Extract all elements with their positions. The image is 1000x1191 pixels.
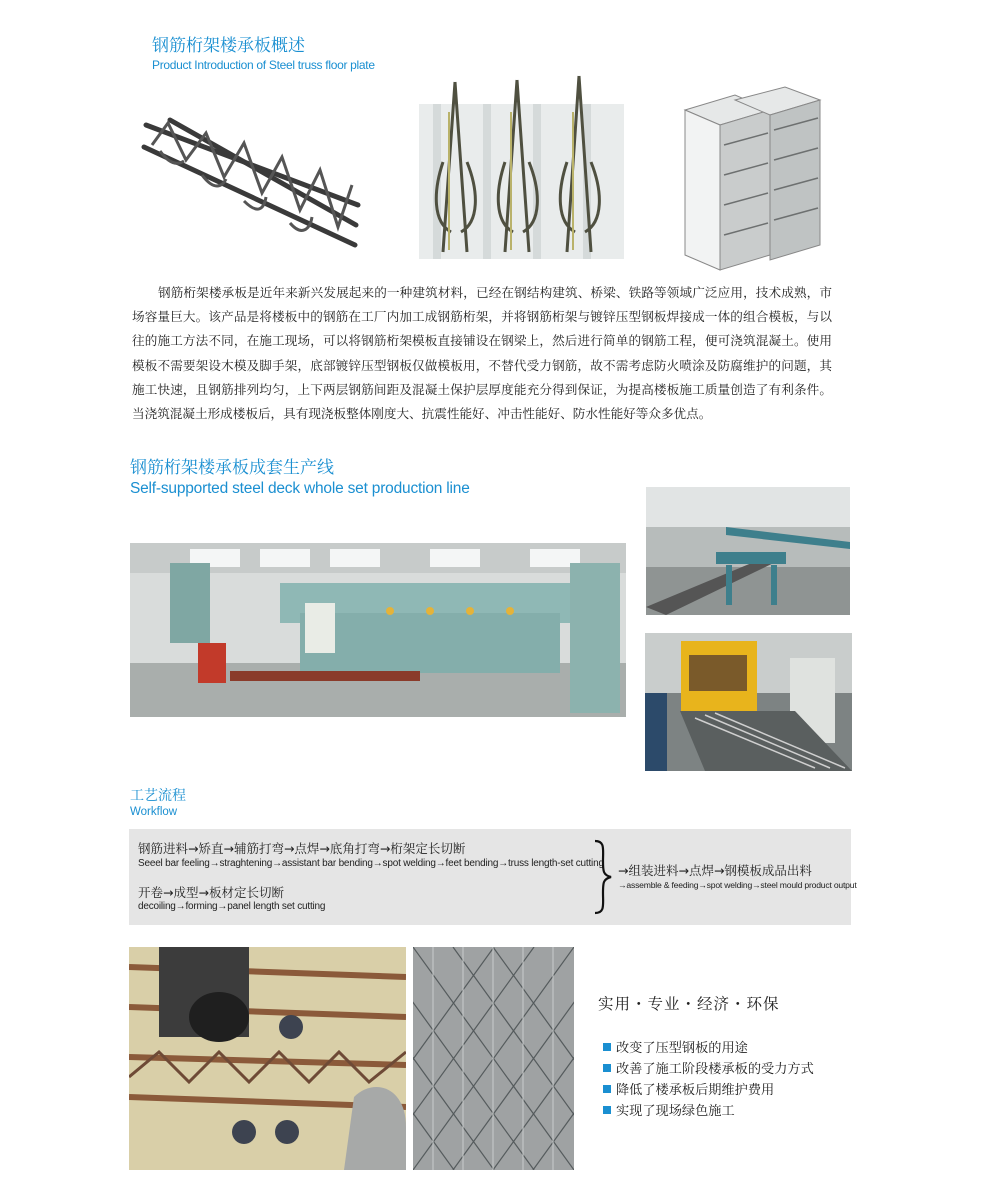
workflow-line1-cn: 钢筋进料→矫直→辅筋打弯→点焊→底角打弯→桁架定长切断 — [138, 841, 466, 856]
workshop-photo-2 — [645, 633, 852, 771]
workflow-title-cn: 工艺流程 — [130, 788, 186, 804]
workflow-result-en: →assemble & feeding→spot welding→steel mould product output — [618, 880, 857, 890]
workshop-photo-1 — [646, 487, 850, 615]
list-item — [603, 1038, 814, 1059]
section1-title-cn: 钢筋桁架楼承板概述 — [152, 36, 305, 56]
brace-icon — [591, 839, 615, 915]
square-bullet-icon — [603, 1043, 611, 1051]
welding-photo — [129, 947, 406, 1170]
section2-title-cn: 钢筋桁架楼承板成套生产线 — [130, 458, 334, 478]
production-line-photo — [130, 543, 626, 717]
workflow-line2-cn: 开卷→成型→板材定长切断 — [138, 885, 284, 900]
intro-paragraph — [132, 281, 832, 426]
truss-photo — [140, 105, 362, 260]
intro-text: 钢筋桁架楼承板是近年来新兴发展起来的一种建筑材料，已经在钢结构建筑、桥梁、铁路等领域广泛应用，技术成熟，市场容量巨大。该产品是将楼板中的钢筋在工厂内加工成钢筋桁架，并将钢筋桁架与镀锌压型钢板焊接成一体的组合模板，与以往的施工方法不同，在施工现场，可以将钢筋桁架模板直接铺设在钢梁上，然后进行简单的钢筋工程，便可浇筑混凝土。使用模板不需要架设木模及脚手架，底部镀锌压型钢板仅做模板用，不替代受力钢筋，故不需考虑防火喷涂及防腐维护的问题，其施工快速，且钢筋排列均匀，上下两层钢筋间距及混凝土保护层厚度能充分得到保证，为提高楼板施工质量创造了有利条件。当浇筑混凝土形成楼板后，具有现浇板整体刚度大、抗震性能好、冲击性能好、防水性能好等众多优点。 — [132, 285, 832, 422]
section1-title-en: Product Introduction of Steel truss floor plate — [152, 58, 375, 72]
stacked-panels-photo — [680, 85, 825, 275]
list-item — [603, 1080, 814, 1101]
square-bullet-icon — [603, 1085, 611, 1093]
workflow-box — [129, 829, 857, 925]
workflow-result-cn: →组装进料→点焊→钢模板成品出料 — [618, 863, 812, 878]
workflow-line2-en: decoiling→forming→panel length set cutting — [138, 901, 326, 912]
feature-text: 实现了现场绿色施工 — [616, 1104, 735, 1119]
list-item — [603, 1059, 814, 1080]
feature-list — [603, 1038, 814, 1122]
section2-title-en: Self-supported steel deck whole set production line — [130, 480, 470, 497]
workflow-line1-en: Seeel bar feeling→straghtening→assistant bar bending→spot welding→feet bending→truss length-set cutting — [138, 858, 604, 869]
square-bullet-icon — [603, 1064, 611, 1072]
list-item — [603, 1101, 814, 1122]
feature-text: 降低了楼承板后期维护费用 — [616, 1083, 775, 1098]
square-bullet-icon — [603, 1106, 611, 1114]
workflow-title-en: Workflow — [130, 806, 178, 818]
feature-text: 改善了施工阶段楼承板的受力方式 — [616, 1062, 814, 1077]
feature-text: 改变了压型钢板的用途 — [616, 1041, 748, 1056]
features-heading: 实用・专业・经济・环保 — [598, 995, 780, 1013]
mesh-photo — [413, 947, 574, 1170]
truss-deck-photo — [413, 72, 633, 262]
